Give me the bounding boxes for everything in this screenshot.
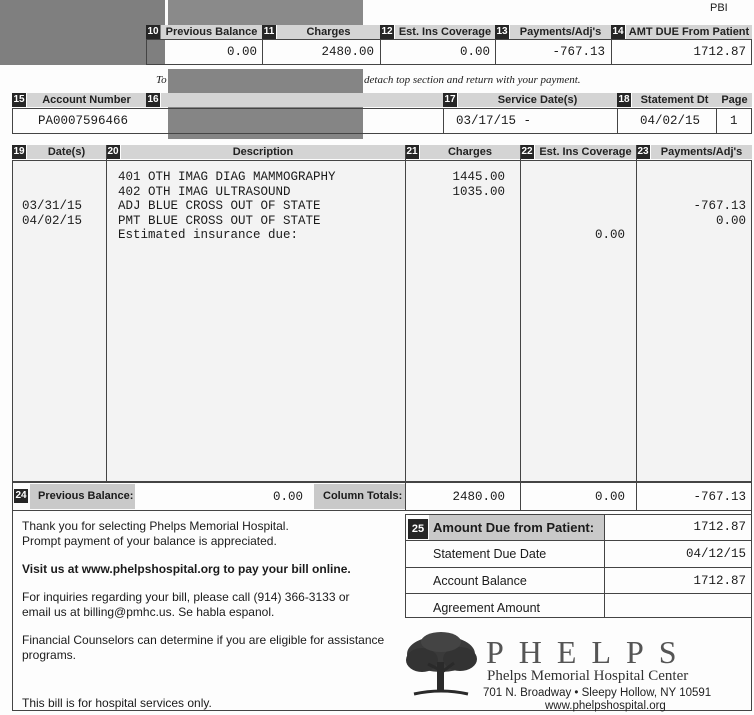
totals-divider	[520, 482, 521, 511]
section-number: 25	[408, 519, 428, 539]
detail-header: Description	[121, 145, 405, 159]
section-number: 13	[496, 26, 508, 37]
row-description: PMT BLUE CROSS OUT OF STATE	[118, 213, 321, 228]
page-number: 1	[730, 114, 738, 128]
row-payments	[640, 228, 746, 243]
account-divider	[716, 108, 717, 134]
row-date: 04/02/15	[22, 213, 83, 228]
previous-balance-total: 0.00	[272, 490, 303, 504]
description-column	[118, 170, 403, 243]
service-dates: 03/17/15 -	[456, 114, 532, 128]
summary-value: 0.00	[226, 45, 257, 59]
total-payments: -767.13	[693, 490, 746, 504]
section-number: 19	[13, 146, 25, 157]
row-date	[22, 170, 102, 185]
footer-note: This bill is for hospital services only.	[22, 696, 212, 710]
account-number: PA0007596466	[38, 114, 129, 128]
account-divider	[443, 108, 444, 134]
detach-note: detach top section and return with your payment.	[364, 74, 581, 86]
row-est-ins: 0.00	[594, 228, 625, 242]
logo-address: 701 N. Broadway • Sleepy Hollow, NY 10591	[483, 687, 712, 699]
detail-header: Est. Ins Coverage	[535, 145, 636, 159]
section-number: 21	[406, 146, 418, 157]
summary-divider	[495, 39, 496, 65]
row-charges	[408, 228, 505, 243]
section-number: 11	[263, 26, 275, 37]
section-number: 12	[381, 26, 393, 37]
section-number: 16	[147, 94, 159, 105]
section-number: 10	[147, 26, 159, 37]
amount-due-label: Amount Due from Patient:	[433, 520, 595, 535]
redacted-block-header	[168, 0, 363, 25]
visit-line: Visit us at www.phelpshospital.org to pay your bill online.	[22, 562, 351, 576]
summary-value: 1712.87	[693, 45, 746, 59]
row-payments	[640, 185, 746, 200]
summary-header: AMT DUE From Patient	[626, 25, 752, 39]
section-number: 15	[13, 94, 25, 105]
row-description: Estimated insurance due:	[118, 228, 299, 242]
row-charges: 1445.00	[452, 170, 505, 184]
est-ins-column	[523, 170, 625, 243]
summary-header: Est. Ins Coverage	[395, 25, 495, 39]
detail-divider	[405, 145, 406, 482]
logo-name: PHELPS	[486, 634, 692, 670]
row-date: 03/31/15	[22, 199, 83, 213]
row-est-ins	[523, 199, 625, 214]
row-est-ins	[523, 170, 625, 185]
inquiries-line-1: For inquiries regarding your bill, please call (914) 366-3133 or	[22, 590, 350, 604]
section-number: 17	[444, 94, 456, 105]
logo-website: www.phelpshospital.org	[545, 700, 666, 712]
section-number: 24	[15, 490, 27, 501]
amount-divider-vertical	[604, 514, 605, 618]
summary-divider	[262, 39, 263, 65]
summary-divider	[611, 39, 612, 65]
row-description: 401 OTH IMAG DIAG MAMMOGRAPHY	[118, 170, 336, 184]
total-est-ins: 0.00	[594, 490, 625, 504]
account-divider	[617, 108, 618, 134]
payments-column	[640, 170, 746, 243]
due-date-label: Statement Due Date	[433, 547, 547, 561]
previous-balance-label: Previous Balance:	[38, 490, 134, 502]
row-date	[22, 185, 102, 200]
redacted-block-top	[0, 0, 165, 65]
amount-divider	[405, 567, 752, 568]
message-text	[22, 519, 384, 663]
summary-value: 0.00	[459, 45, 490, 59]
account-header: Service Date(s)	[458, 93, 617, 107]
amount-divider	[405, 540, 752, 541]
tree-logo-icon	[404, 632, 478, 700]
account-header: Page	[717, 93, 752, 107]
detail-divider	[636, 145, 637, 482]
row-est-ins	[523, 185, 625, 200]
column-totals-label: Column Totals:	[323, 490, 403, 502]
logo-full-name: Phelps Memorial Hospital Center	[487, 668, 689, 684]
section-number: 14	[612, 26, 624, 37]
thanks-line-1: Thank you for selecting Phelps Memorial Hospital.	[22, 519, 289, 533]
summary-header: Payments/Adj's	[510, 25, 611, 39]
totals-divider	[405, 482, 406, 511]
row-payments: -767.13	[693, 199, 746, 213]
detail-divider	[106, 145, 107, 482]
summary-header: Charges	[277, 25, 380, 39]
amount-divider	[405, 593, 752, 594]
pbi-label: PBI	[710, 2, 728, 14]
dates-column	[22, 170, 102, 243]
detail-header: Charges	[420, 145, 520, 159]
charges-column	[408, 170, 505, 243]
section-number: 20	[107, 146, 119, 157]
account-header: Statement Dt	[632, 93, 717, 107]
account-balance-label: Account Balance	[433, 574, 527, 588]
account-header: Account Number	[27, 93, 146, 107]
thanks-line-2: Prompt payment of your balance is appreciated.	[22, 534, 277, 548]
counselors-line-2: programs.	[22, 648, 77, 662]
row-est-ins	[523, 214, 625, 229]
section-number: 22	[521, 146, 533, 157]
row-payments: 0.00	[715, 213, 746, 228]
row-charges	[408, 214, 505, 229]
total-charges: 2480.00	[452, 490, 505, 504]
summary-value: 2480.00	[321, 45, 374, 59]
inquiries-line-2: email us at billing@pmhc.us. Se habla espanol.	[22, 605, 275, 619]
section-number: 23	[637, 146, 649, 157]
row-charges	[408, 199, 505, 214]
detail-divider	[520, 145, 521, 482]
account-header	[161, 93, 443, 107]
row-date	[22, 228, 102, 243]
summary-divider	[380, 39, 381, 65]
counselors-line-1: Financial Counselors can determine if you are eligible for assistance	[22, 633, 385, 647]
account-balance-value: 1712.87	[693, 574, 746, 588]
totals-divider	[636, 482, 637, 511]
detail-header: Payments/Adj's	[651, 145, 752, 159]
section-number: 18	[618, 94, 630, 105]
row-charges: 1035.00	[452, 184, 505, 199]
statement-date: 04/02/15	[640, 114, 701, 128]
detach-note-left: To	[156, 74, 167, 86]
agreement-amount-label: Agreement Amount	[433, 601, 541, 615]
amount-due-value: 1712.87	[693, 520, 746, 534]
summary-value: -767.13	[552, 45, 605, 59]
row-description: ADJ BLUE CROSS OUT OF STATE	[118, 199, 321, 213]
due-date-value: 04/12/15	[685, 547, 746, 561]
row-payments	[640, 170, 746, 185]
row-description: 402 OTH IMAG ULTRASOUND	[118, 184, 291, 199]
summary-header: Previous Balance	[161, 25, 262, 39]
detail-header: Date(s)	[27, 145, 106, 159]
